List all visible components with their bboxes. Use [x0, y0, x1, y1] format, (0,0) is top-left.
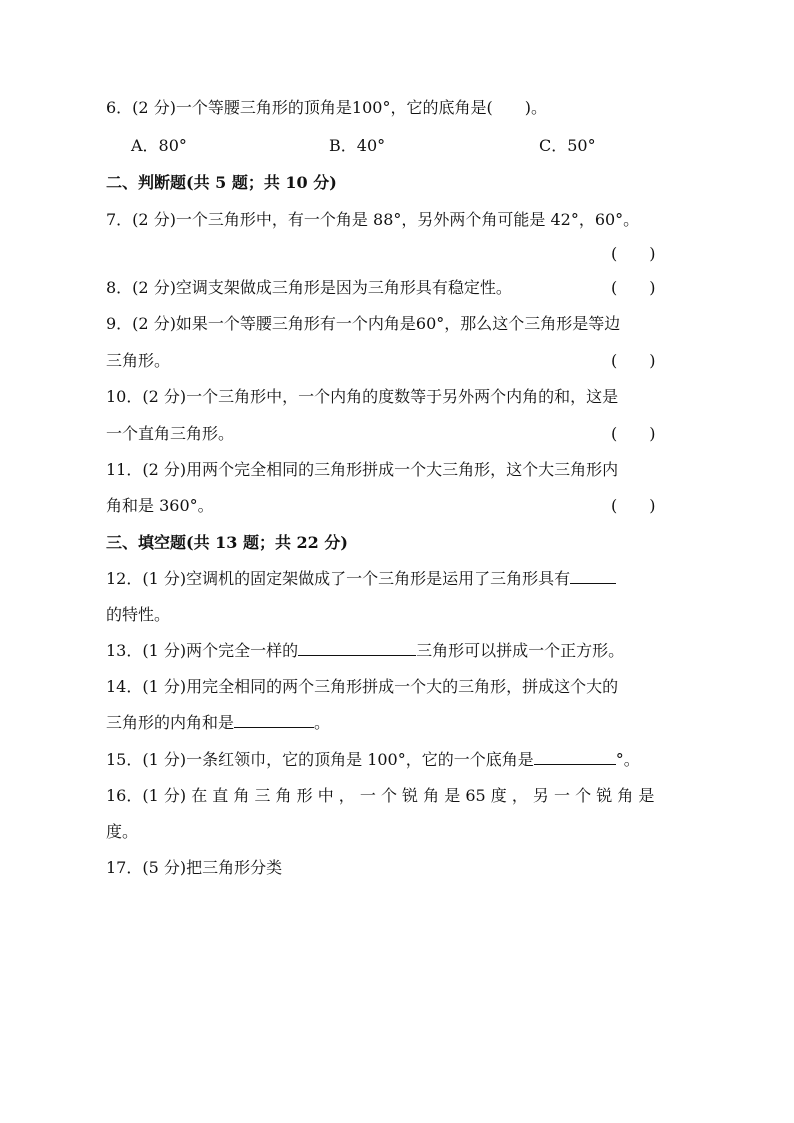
section-2-heading: 二、判断题(共 5 题；共 10 分): [106, 173, 337, 192]
q12-answer-blank[interactable]: [570, 569, 616, 584]
question-10-line-1: 10．(2 分)一个三角形中，一个内角的度数等于另外两个内角的和，这是: [106, 387, 619, 406]
question-10-line-2: 一个直角三角形。: [106, 424, 235, 443]
q15-text-after: °。: [615, 750, 640, 769]
q15-answer-blank[interactable]: [534, 750, 616, 765]
question-12-line-2: 的特性。: [106, 605, 171, 624]
question-6: 6．(2 分)一个等腰三角形的顶角是100°，它的底角是( )。: [106, 98, 547, 117]
q7-answer-paren: ( ): [611, 244, 656, 263]
q9-answer-paren: ( ): [611, 351, 656, 370]
question-16-line-1: 16．(1 分) 在 直 角 三 角 形 中 ， 一 个 锐 角 是 65 度 ， 另 一 个 锐 角 是: [106, 786, 655, 805]
question-7: 7．(2 分)一个三角形中，有一个角是 88°，另外两个角可能是 42°，60°。: [106, 210, 640, 229]
q15-text-before: 15．(1 分)一条红领巾，它的顶角是 100°，它的一个底角是: [106, 750, 534, 769]
q6-option-a: A．80°: [131, 136, 187, 155]
q8-answer-paren: ( ): [611, 278, 656, 297]
q6-option-b: B．40°: [329, 136, 386, 155]
question-14-line-1: 14．(1 分)用完全相同的两个三角形拼成一个大的三角形，拼成这个大的: [106, 677, 619, 696]
question-13: [106, 641, 624, 661]
q13-text-after: 三角形可以拼成一个正方形。: [416, 641, 625, 660]
question-9-line-2: 三角形。: [106, 351, 171, 370]
question-9-line-1: 9．(2 分)如果一个等腰三角形有一个内角是60°，那么这个三角形是等边: [106, 314, 621, 333]
question-12-line-1: [106, 569, 616, 589]
q13-text-before: 13．(1 分)两个完全一样的: [106, 641, 299, 660]
question-15: [106, 750, 640, 770]
q12-text: 12．(1 分)空调机的固定架做成了一个三角形是运用了三角形具有: [106, 569, 571, 588]
section-3-heading: 三、填空题(共 13 题；共 22 分): [106, 533, 348, 552]
q10-answer-paren: ( ): [611, 424, 656, 443]
question-14-line-2: [106, 713, 330, 733]
q6-option-c: C．50°: [539, 136, 596, 155]
q14-text-after: 。: [314, 713, 331, 732]
question-11-line-2: 角和是 360°。: [106, 496, 214, 515]
question-17: 17．(5 分)把三角形分类: [106, 858, 283, 877]
q14-text-before: 三角形的内角和是: [106, 713, 235, 732]
q14-answer-blank[interactable]: [234, 713, 314, 728]
question-8: 8．(2 分)空调支架做成三角形是因为三角形具有稳定性。: [106, 278, 512, 297]
question-16-line-2: 度。: [106, 822, 139, 841]
question-11-line-1: 11．(2 分)用两个完全相同的三角形拼成一个大三角形，这个大三角形内: [106, 460, 619, 479]
q11-answer-paren: ( ): [611, 496, 656, 515]
q13-answer-blank[interactable]: [298, 641, 416, 656]
